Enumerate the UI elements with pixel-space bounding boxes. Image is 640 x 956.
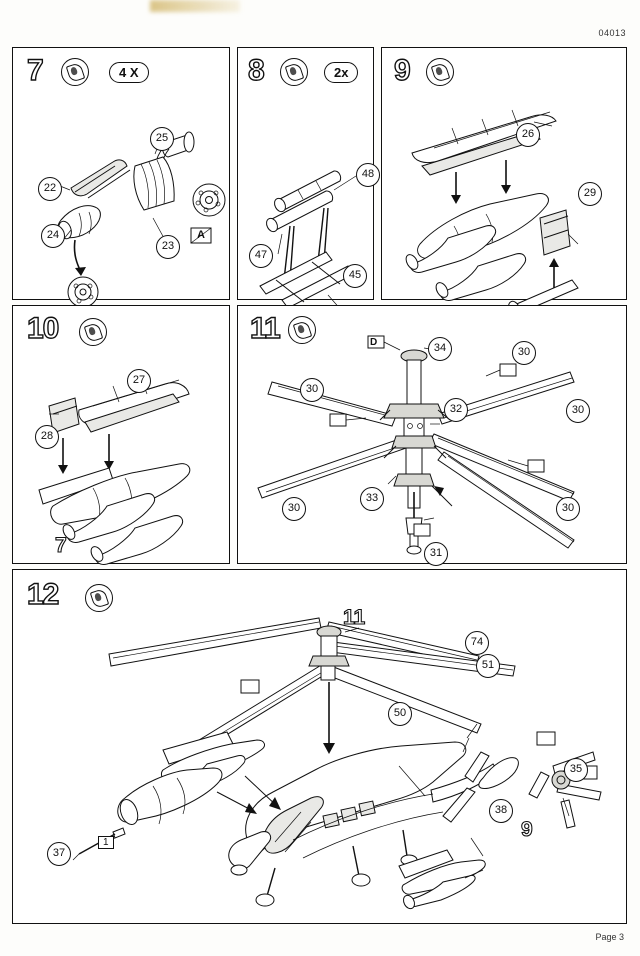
page-smudge: [150, 0, 240, 12]
part-balloon-38: 38: [489, 799, 513, 823]
part-balloon-24: 24: [41, 224, 65, 248]
panel-step-7: [12, 47, 230, 300]
step-number-7: 7: [27, 54, 43, 87]
part-balloon-37: 37: [47, 842, 71, 866]
part-balloon-30-a: 30: [300, 378, 324, 402]
part-balloon-30-c: 30: [512, 341, 536, 365]
step-number-10: 10: [27, 312, 59, 345]
step-7-artwork: [13, 48, 231, 301]
detail-marker-a: A: [197, 229, 205, 241]
part-balloon-50: 50: [388, 702, 412, 726]
panel-step-11: [237, 305, 627, 564]
part-balloon-33: 33: [360, 487, 384, 511]
step-number-12: 12: [27, 578, 59, 611]
quantity-badge-7: 4 X: [109, 62, 149, 83]
part-label-1: 1: [98, 836, 114, 849]
part-balloon-30-e: 30: [556, 497, 580, 521]
part-balloon-29: 29: [578, 182, 602, 206]
step-number-11: 11: [250, 312, 280, 345]
kit-code: 04013: [598, 28, 626, 38]
part-balloon-34: 34: [428, 337, 452, 361]
panel-step-8: [237, 47, 374, 300]
step-9-artwork: [382, 48, 628, 301]
part-balloon-26: 26: [516, 123, 540, 147]
page-number: Page 3: [595, 932, 624, 942]
part-balloon-48: 48: [356, 163, 380, 187]
part-balloon-30-b: 30: [282, 497, 306, 521]
part-balloon-30-d: 30: [566, 399, 590, 423]
part-balloon-22: 22: [38, 177, 62, 201]
step-number-8: 8: [248, 54, 264, 87]
step-number-9: 9: [394, 54, 410, 87]
panel-step-10: [12, 305, 230, 564]
part-balloon-45: 45: [343, 264, 367, 288]
part-number-11-large: 11: [343, 606, 366, 629]
part-number-7-large: 7: [55, 534, 67, 557]
part-balloon-31: 31: [424, 542, 448, 566]
part-balloon-28: 28: [35, 425, 59, 449]
step-12-artwork: [13, 570, 628, 925]
part-balloon-32: 32: [444, 398, 468, 422]
panel-step-12: [12, 569, 627, 924]
part-balloon-35: 35: [564, 758, 588, 782]
part-balloon-23: 23: [156, 235, 180, 259]
part-balloon-27: 27: [127, 369, 151, 393]
part-balloon-47: 47: [249, 244, 273, 268]
part-balloon-74: 74: [465, 631, 489, 655]
panel-step-9: [381, 47, 627, 300]
part-balloon-51: 51: [476, 654, 500, 678]
part-balloon-25: 25: [150, 127, 174, 151]
part-number-9-large: 9: [521, 818, 533, 841]
quantity-badge-8: 2x: [324, 62, 358, 83]
detail-marker-d: D: [370, 337, 378, 348]
